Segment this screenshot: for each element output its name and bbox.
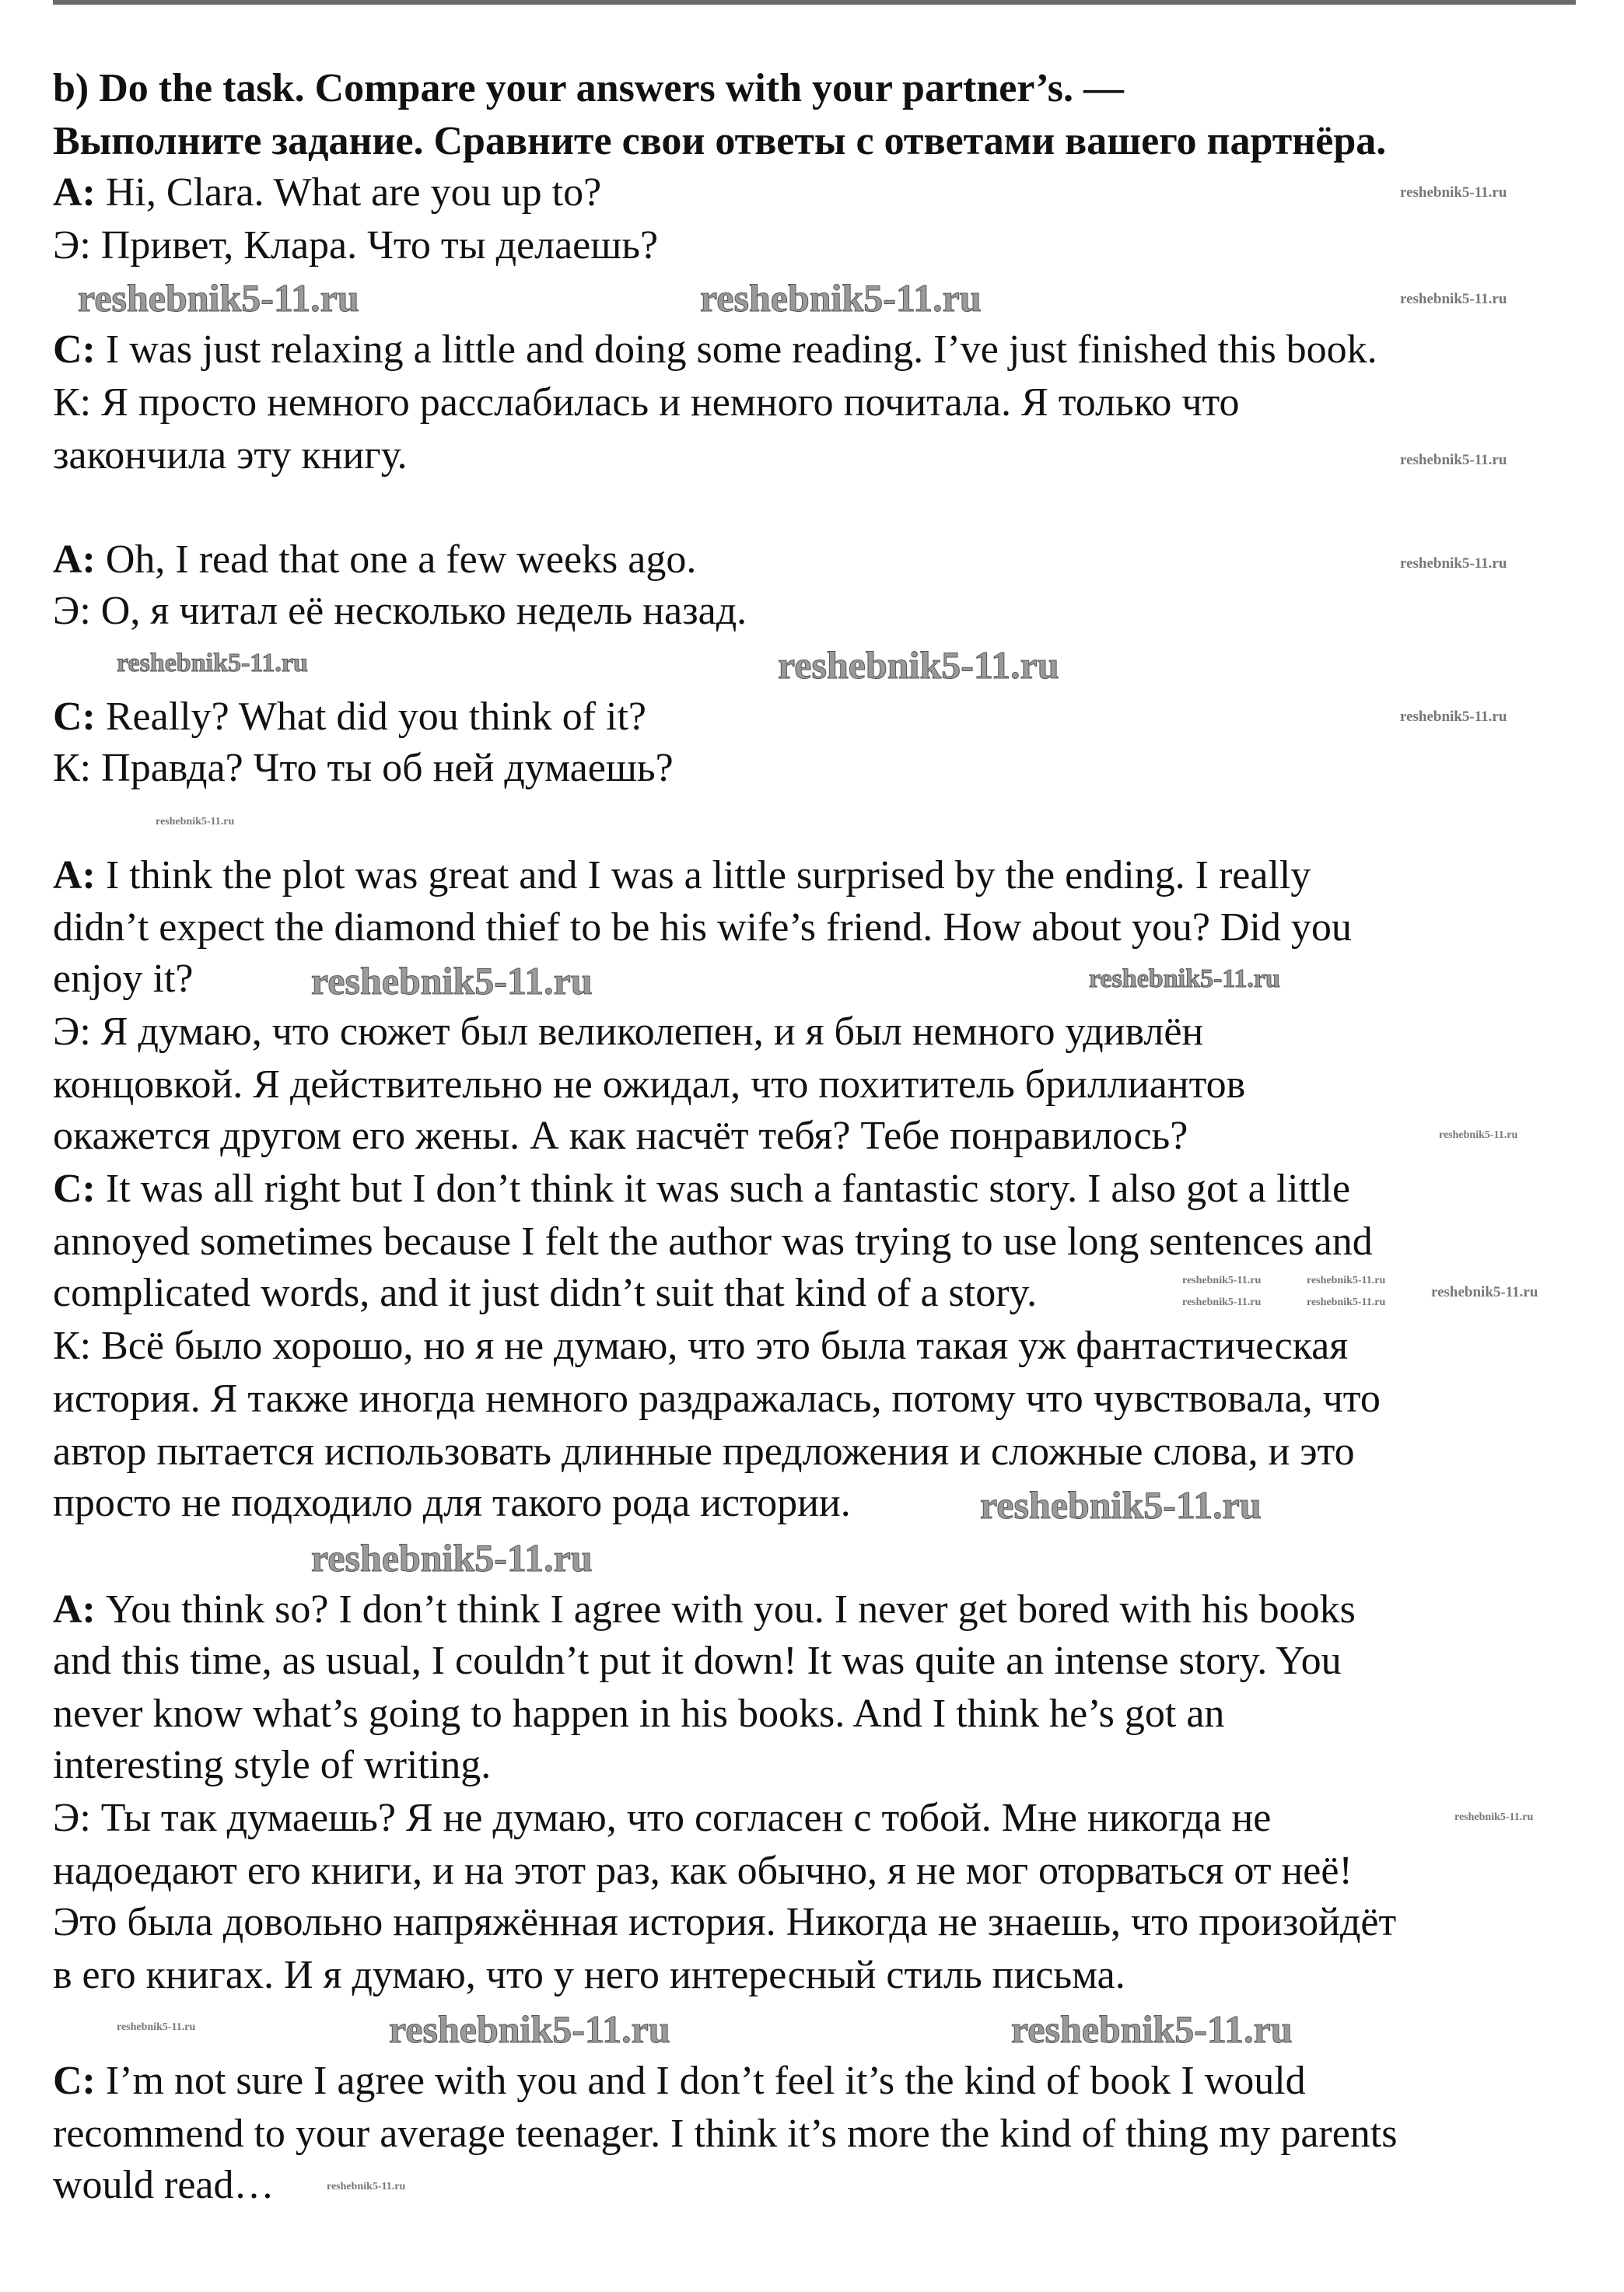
- speaker-label: A:: [53, 1587, 106, 1632]
- dialogue-text: I think the plot was great and I was a little surprised by the ending. I really: [105, 853, 1311, 898]
- dialogue-text: Really? What did you think of it?: [105, 695, 646, 740]
- watermark: reshebnik5-11.ru: [117, 649, 308, 677]
- speaker-label: Э:: [53, 222, 101, 268]
- speaker-label: A:: [53, 537, 106, 583]
- dialogue-line: [53, 1742, 491, 1789]
- dialogue-text: концовкой. Я действительно не ожидал, что похититель бриллиантов: [53, 1062, 1246, 1107]
- dialogue-text: Я просто немного расслабилась и немного почитала. Я только что: [101, 380, 1240, 425]
- dialogue-line: [53, 380, 1240, 426]
- dialogue-text: never know what’s going to happen in his books. And I think he’s got an: [53, 1691, 1225, 1736]
- watermark: reshebnik5-11.ru: [1400, 291, 1507, 307]
- dialogue-text: просто не подходило для такого рода истории.: [53, 1481, 851, 1526]
- dialogue-line: [53, 1009, 1203, 1055]
- speaker-label: К:: [53, 380, 102, 425]
- dialogue-line: [53, 852, 1311, 899]
- dialogue-line: [53, 1899, 1396, 1946]
- speaker-label: К:: [53, 746, 102, 791]
- dialogue-line: [53, 1376, 1381, 1422]
- dialogue-text: recommend to your average teenager. I think it’s more the kind of thing my parents: [53, 2112, 1398, 2157]
- dialogue-line: [53, 1062, 1245, 1108]
- dialogue-line: [53, 1952, 1125, 1999]
- speaker-label: Э:: [53, 589, 101, 634]
- dialogue-text: enjoy it?: [53, 956, 194, 1001]
- watermark: reshebnik5-11.ru: [1307, 1296, 1386, 1308]
- watermark: reshebnik5-11.ru: [389, 2007, 670, 2051]
- watermark: reshebnik5-11.ru: [117, 2021, 196, 2033]
- watermark: reshebnik5-11.ru: [156, 816, 235, 828]
- dialogue-line: [53, 1480, 851, 1527]
- dialogue-text: Всё было хорошо, но я не думаю, что это была такая уж фантастическая: [101, 1324, 1349, 1369]
- dialogue-line: [53, 2058, 1306, 2105]
- dialogue-text: didn’t expect the diamond thief to be his wife’s friend. How about you? Did you: [53, 905, 1352, 950]
- speaker-label: Э:: [53, 1795, 101, 1840]
- dialogue-line: [53, 432, 407, 479]
- speaker-label: C:: [53, 2059, 106, 2104]
- dialogue-text: It was all right but I don’t think it was such a fantastic story. I also got a little: [105, 1167, 1351, 1211]
- speaker-label: C:: [53, 327, 106, 372]
- task-heading-en: b) Do the task. Compare your answers with your partner’s. —: [53, 66, 1125, 110]
- dialogue-line: [53, 1166, 1350, 1212]
- watermark: reshebnik5-11.ru: [1400, 452, 1507, 468]
- dialogue-line: [53, 905, 1352, 951]
- watermark: reshebnik5-11.ru: [1439, 1129, 1518, 1141]
- dialogue-text: Ты так думаешь? Я не думаю, что согласен с тобой. Мне никогда не: [100, 1795, 1272, 1840]
- dialogue-line: [53, 1638, 1342, 1685]
- dialogue-text: закончила эту книгу.: [53, 432, 408, 478]
- watermark: reshebnik5-11.ru: [1307, 1275, 1386, 1286]
- dialogue-text: Правда? Что ты об ней думаешь?: [101, 746, 674, 791]
- dialogue-line: [53, 1848, 1353, 1895]
- dialogue-line: [53, 1587, 1356, 1633]
- dialogue-text: Hi, Clara. What are you up to?: [105, 170, 602, 215]
- dialogue-text: история. Я также иногда немного раздражалась, потому что чувствовала, что: [53, 1377, 1381, 1422]
- dialogue-text: complicated words, and it just didn’t suit that kind of a story.: [53, 1271, 1038, 1316]
- speaker-label: К:: [53, 1324, 102, 1369]
- watermark: reshebnik5-11.ru: [778, 643, 1059, 687]
- dialogue-text: Я думаю, что сюжет был великолепен, и я был немного удивлён: [100, 1009, 1204, 1054]
- dialogue-line: [53, 327, 1377, 373]
- dialogue-line: [53, 1691, 1224, 1737]
- dialogue-line: [53, 537, 696, 583]
- dialogue-line: [53, 170, 601, 216]
- dialogue-line: [53, 956, 194, 1003]
- dialogue-line: [53, 1323, 1348, 1370]
- watermark: reshebnik5-11.ru: [700, 276, 982, 320]
- dialogue-line: [53, 2111, 1398, 2157]
- watermark: reshebnik5-11.ru: [1400, 555, 1507, 572]
- dialogue-line: [53, 1795, 1271, 1842]
- dialogue-text: окажется другом его жены. А как насчёт тебя? Тебе понравилось?: [53, 1113, 1188, 1158]
- speaker-label: C:: [53, 1167, 106, 1211]
- watermark: reshebnik5-11.ru: [980, 1483, 1262, 1527]
- dialogue-line: [53, 588, 747, 635]
- dialogue-line: [53, 1270, 1037, 1317]
- dialogue-text: would read…: [53, 2163, 275, 2208]
- dialogue-text: О, я читал её несколько недель назад.: [100, 589, 747, 634]
- watermark: reshebnik5-11.ru: [1400, 184, 1507, 201]
- speaker-label: A:: [53, 853, 106, 898]
- watermark: reshebnik5-11.ru: [311, 959, 593, 1003]
- dialogue-text: interesting style of writing.: [53, 1742, 492, 1787]
- dialogue-text: I was just relaxing a little and doing some reading. I’ve just finished this book.: [105, 327, 1377, 372]
- dialogue-text: annoyed sometimes because I felt the author was trying to use long sentences and: [53, 1219, 1373, 1265]
- watermark: reshebnik5-11.ru: [1431, 1284, 1538, 1300]
- watermark: reshebnik5-11.ru: [1182, 1275, 1262, 1286]
- dialogue-text: Привет, Клара. Что ты делаешь?: [100, 222, 659, 268]
- dialogue-line: [53, 745, 674, 792]
- watermark: reshebnik5-11.ru: [327, 2181, 406, 2192]
- speaker-label: C:: [53, 695, 106, 740]
- dialogue-text: в его книгах. И я думаю, что у него интересный стиль письма.: [53, 1953, 1125, 1998]
- watermark: reshebnik5-11.ru: [1089, 964, 1280, 993]
- watermark: reshebnik5-11.ru: [311, 1536, 593, 1580]
- dialogue-line: [53, 1429, 1355, 1475]
- watermark: reshebnik5-11.ru: [78, 276, 359, 320]
- dialogue-line: [53, 222, 658, 269]
- speaker-label: A:: [53, 170, 106, 215]
- watermark: reshebnik5-11.ru: [1400, 709, 1507, 725]
- watermark: reshebnik5-11.ru: [1182, 1296, 1262, 1308]
- dialogue-line: [53, 2162, 274, 2209]
- dialogue-line: [53, 1113, 1188, 1160]
- dialogue-text: and this time, as usual, I couldn’t put it down! It was quite an intense story. You: [53, 1638, 1342, 1683]
- task-heading-ru: Выполните задание. Сравните свои ответы с ответами вашего партнёра.: [53, 119, 1387, 163]
- dialogue-text: Это была довольно напряжённая история. Никогда не знаешь, что произойдёт: [53, 1900, 1397, 1945]
- speaker-label: Э:: [53, 1009, 101, 1054]
- dialogue-text: You think so? I don’t think I agree with you. I never get bored with his books: [105, 1587, 1356, 1632]
- dialogue-line: [53, 694, 646, 740]
- watermark: reshebnik5-11.ru: [1454, 1811, 1534, 1823]
- top-rule: [53, 0, 1576, 5]
- watermark: reshebnik5-11.ru: [1011, 2007, 1293, 2051]
- dialogue-text: I’m not sure I agree with you and I don’t feel it’s the kind of book I would: [105, 2059, 1306, 2104]
- dialogue-text: автор пытается использовать длинные предложения и сложные слова, и это: [53, 1429, 1355, 1475]
- dialogue-text: Oh, I read that one a few weeks ago.: [105, 537, 697, 583]
- dialogue-line: [53, 1219, 1373, 1265]
- dialogue-text: надоедают его книги, и на этот раз, как обычно, я не мог оторваться от неё!: [53, 1848, 1353, 1893]
